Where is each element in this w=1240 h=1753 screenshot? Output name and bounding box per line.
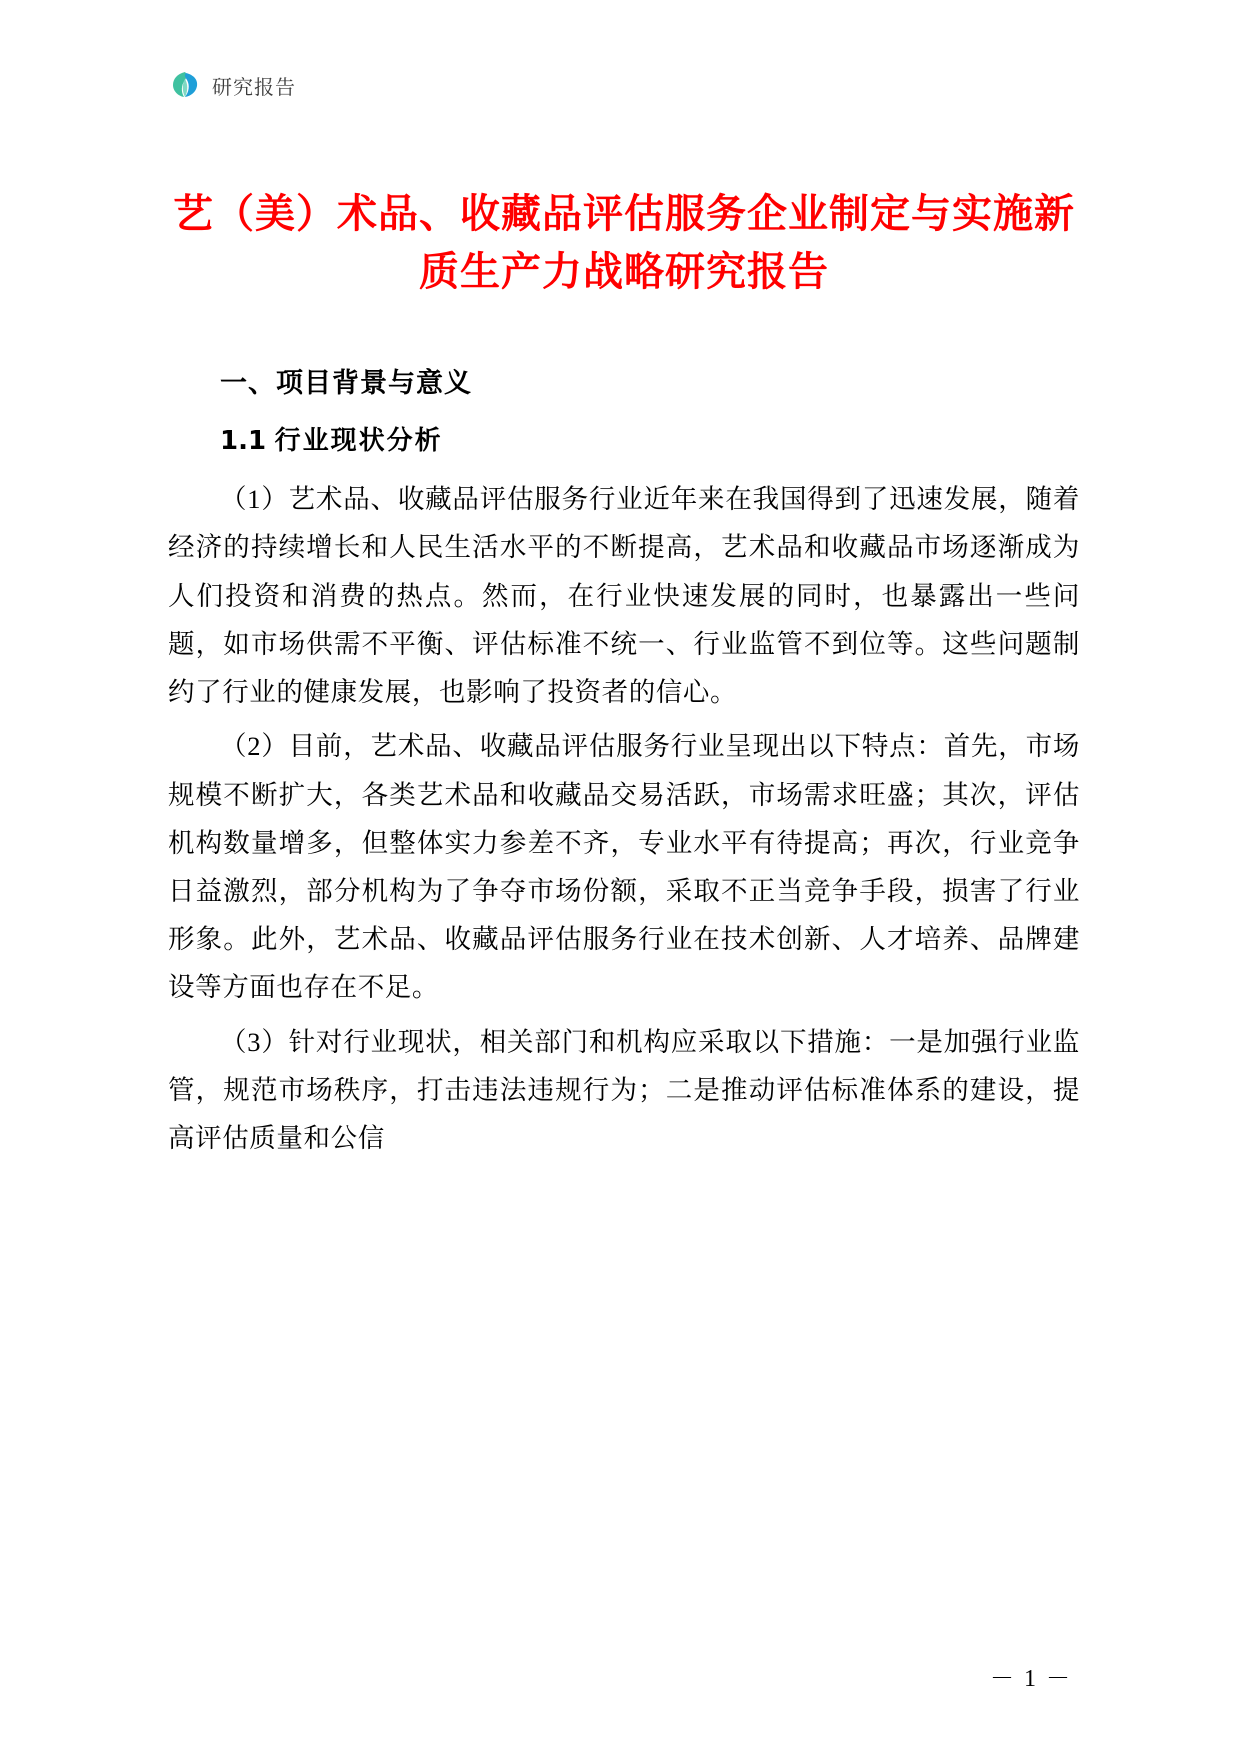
research-report-leaf-icon xyxy=(168,68,202,102)
page-number: － 1 － xyxy=(990,1666,1072,1692)
sub-heading-number: 1.1 xyxy=(220,425,267,456)
section-heading: 一、项目背景与意义 xyxy=(220,368,472,399)
paragraph: （3）针对行业现状，相关部门和机构应采取以下措施：一是加强行业监管，规范市场秩序，打击违法违规行为；二是推动评估标准体系的建设，提高评估质量和公信 xyxy=(168,1026,1080,1154)
report-header xyxy=(168,68,296,102)
sub-heading xyxy=(168,423,1080,459)
page-title: 艺（美）术品、收藏品评估服务企业制定与实施新质生产力战略研究报告 xyxy=(173,191,1075,295)
paragraph: （2）目前，艺术品、收藏品评估服务行业呈现出以下特点：首先，市场规模不断扩大，各类艺术品和收藏品交易活跃，市场需求旺盛；其次，评估机构数量增多，但整体实力参差不齐，专业水平有待提高；再次，行业竞争日益激烈，部分机构为了争夺市场份额，采取不正当竞争手段，损害了行业形象。此外，艺术品、收藏品评估服务行业在技术创新、人才培养、品牌建设等方面也存在不足。 xyxy=(168,731,1080,1003)
paragraph: （1）艺术品、收藏品评估服务行业近年来在我国得到了迅速发展，随着经济的持续增长和人民生活水平的不断提高，艺术品和收藏品市场逐渐成为人们投资和消费的热点。然而，在行业快速发展的同时，也暴露出一些问题，如市场供需不平衡、评估标准不统一、行业监管不到位等。这些问题制约了行业的健康发展，也影响了投资者的信心。 xyxy=(168,484,1080,708)
report-brand-label: 研究报告 xyxy=(212,76,296,99)
sub-heading-text: 行业现状分析 xyxy=(274,425,443,455)
document-body xyxy=(168,365,1080,1168)
